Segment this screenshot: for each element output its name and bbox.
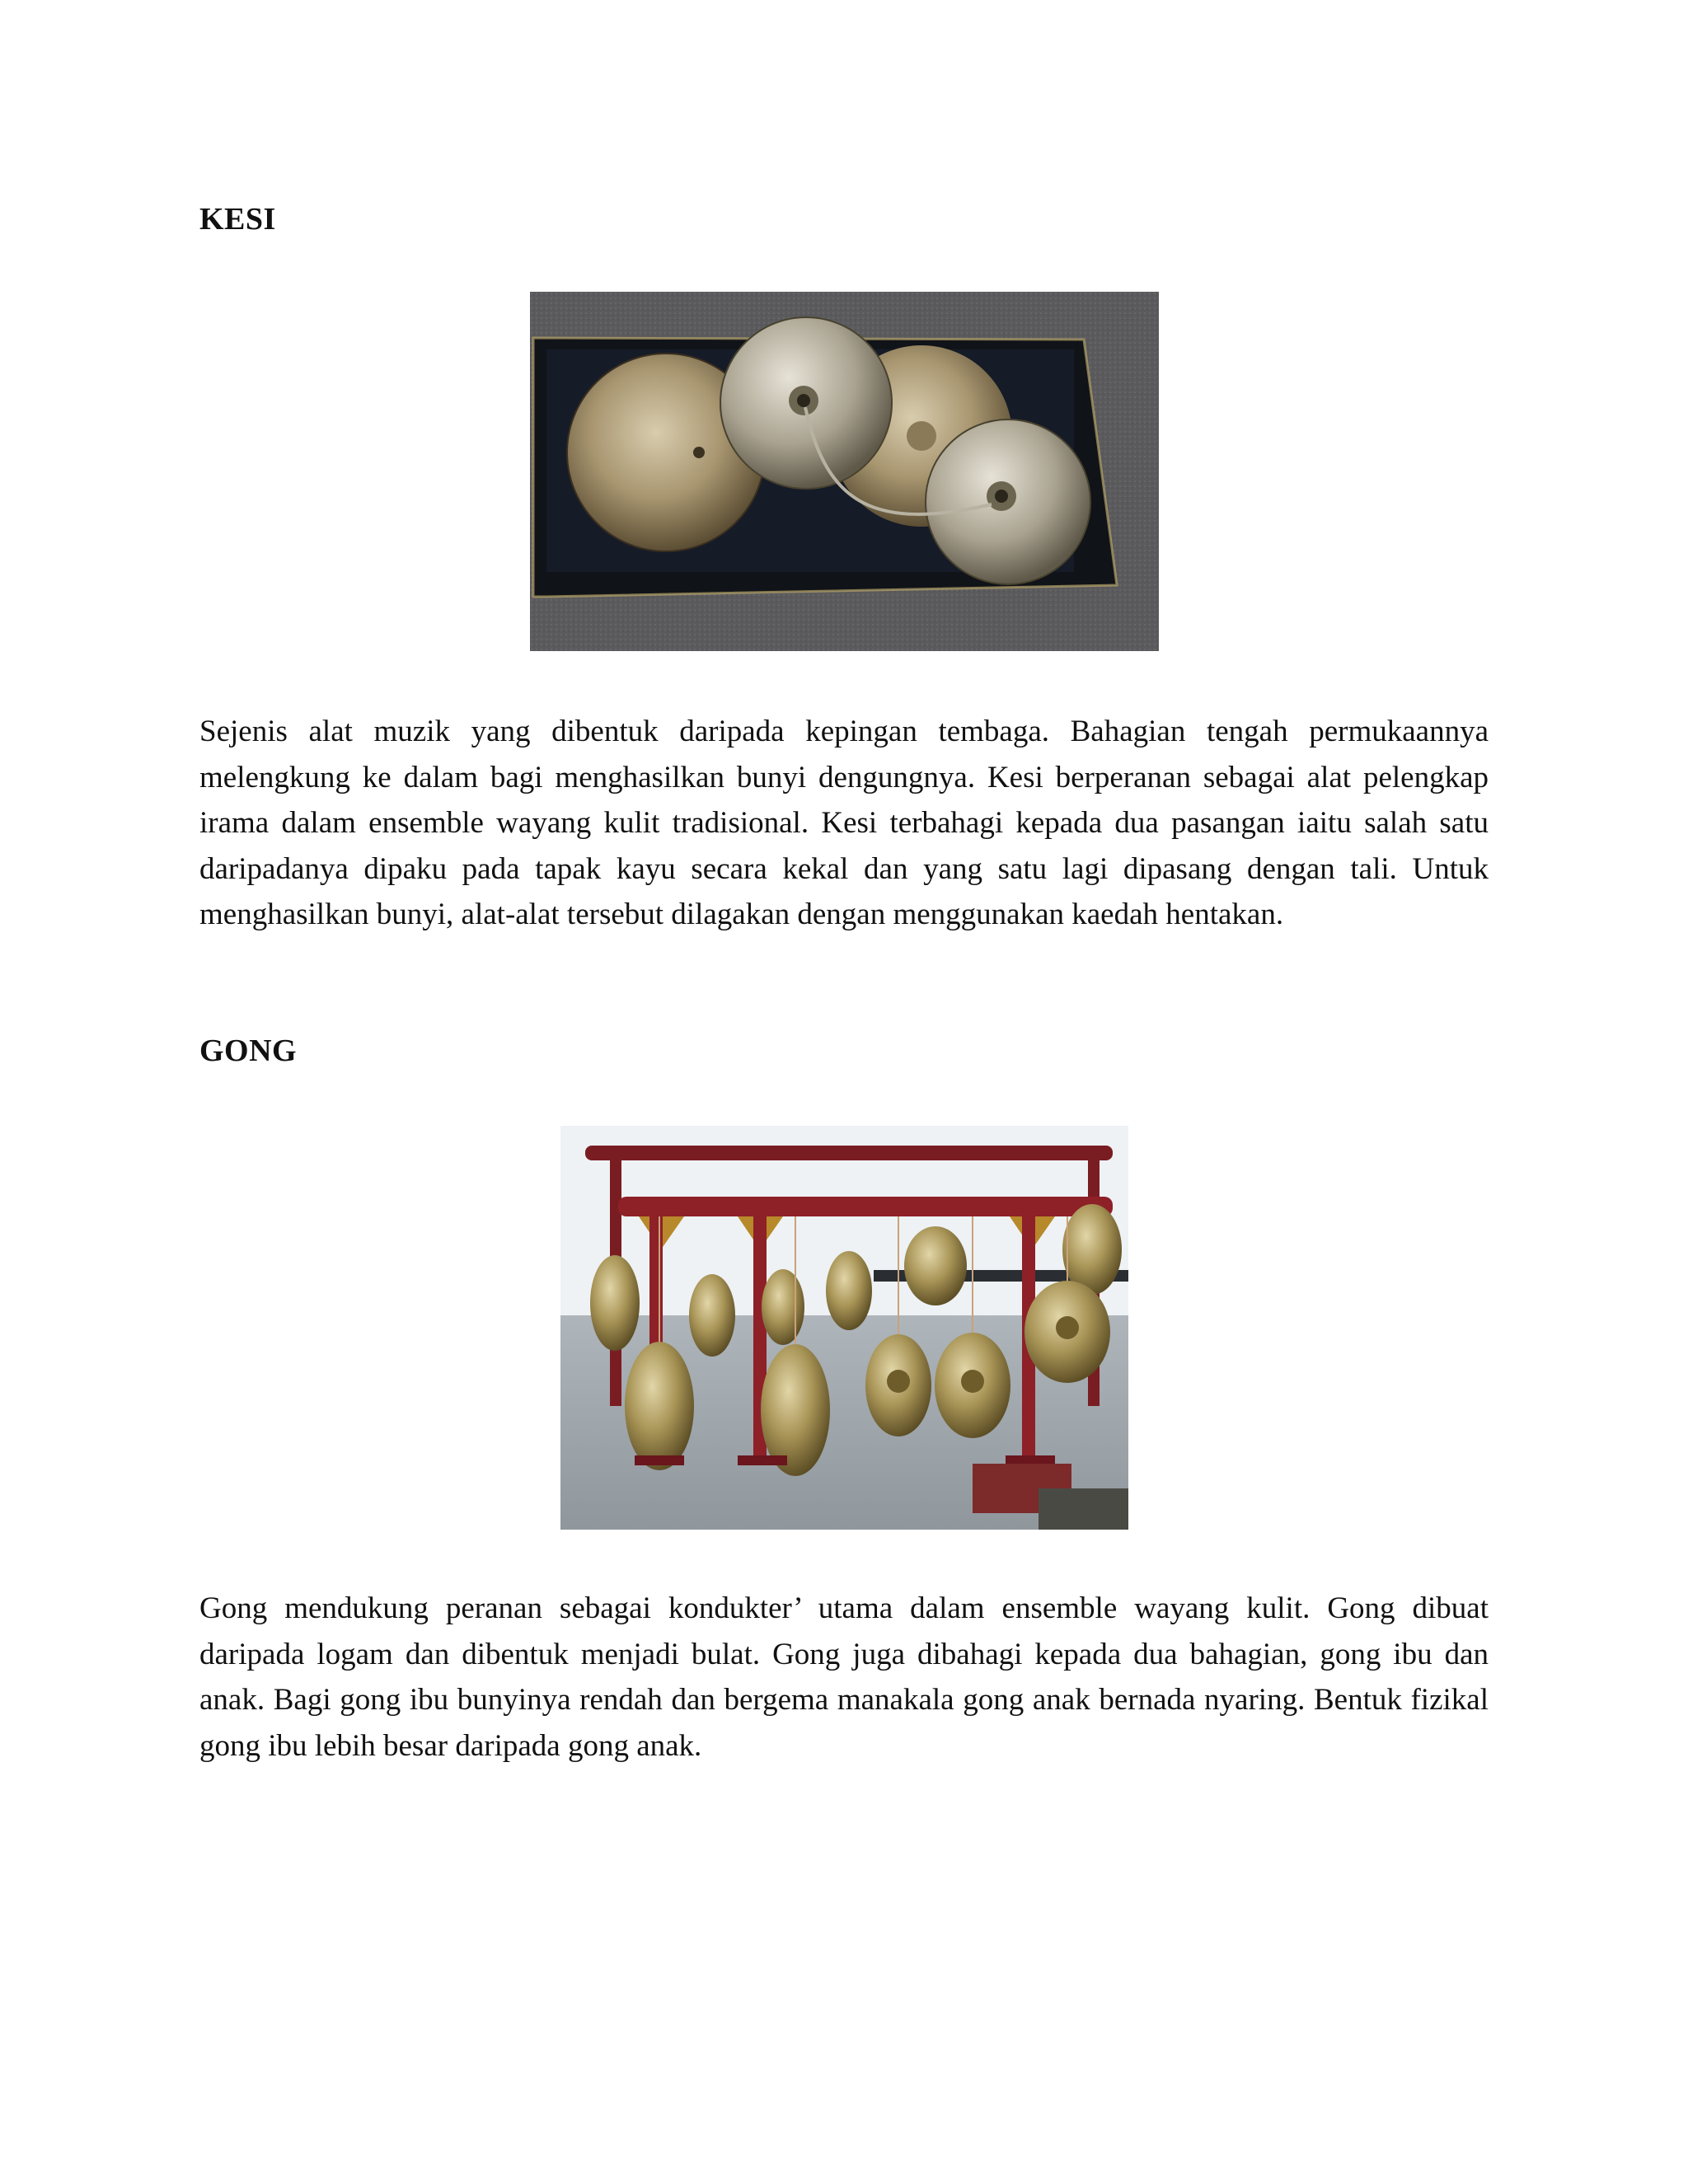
kesi-image bbox=[530, 292, 1159, 651]
kesi-cymbals-illustration bbox=[530, 292, 1159, 651]
section-heading-gong: GONG bbox=[199, 1033, 298, 1068]
gong-set-illustration bbox=[560, 1126, 1128, 1530]
gong-description: Gong mendukung peranan sebagai kondukter’ utama dalam ensemble wayang kulit. Gong dibuat daripada logam dan dibentuk menjadi bulat. Gong juga dibahagi kepada dua bahagian, gong ibu dan anak. Bagi gong ibu bunyinya rendah dan bergema manakala gong anak bernada nyaring. Bentuk fizikal gong ibu lebih besar daripada gong anak. bbox=[199, 1591, 1489, 1763]
gong-image bbox=[560, 1126, 1128, 1530]
section-heading-kesi: KESI bbox=[199, 202, 276, 237]
kesi-description: Sejenis alat muzik yang dibentuk daripada kepingan tembaga. Bahagian tengah permukaannya melengkung ke dalam bagi menghasilkan bunyi dengungnya. Kesi berperanan sebagai alat pelengkap irama dalam ensemble wayang kulit tradisional. Kesi terbahagi kepada dua pasangan iaitu salah satu daripadanya dipaku pada tapak kayu secara kekal dan yang satu lagi dipasang dengan tali. Untuk menghasilkan bunyi, alat-alat tersebut dilagakan dengan menggunakan kaedah hentakan. bbox=[199, 715, 1489, 932]
